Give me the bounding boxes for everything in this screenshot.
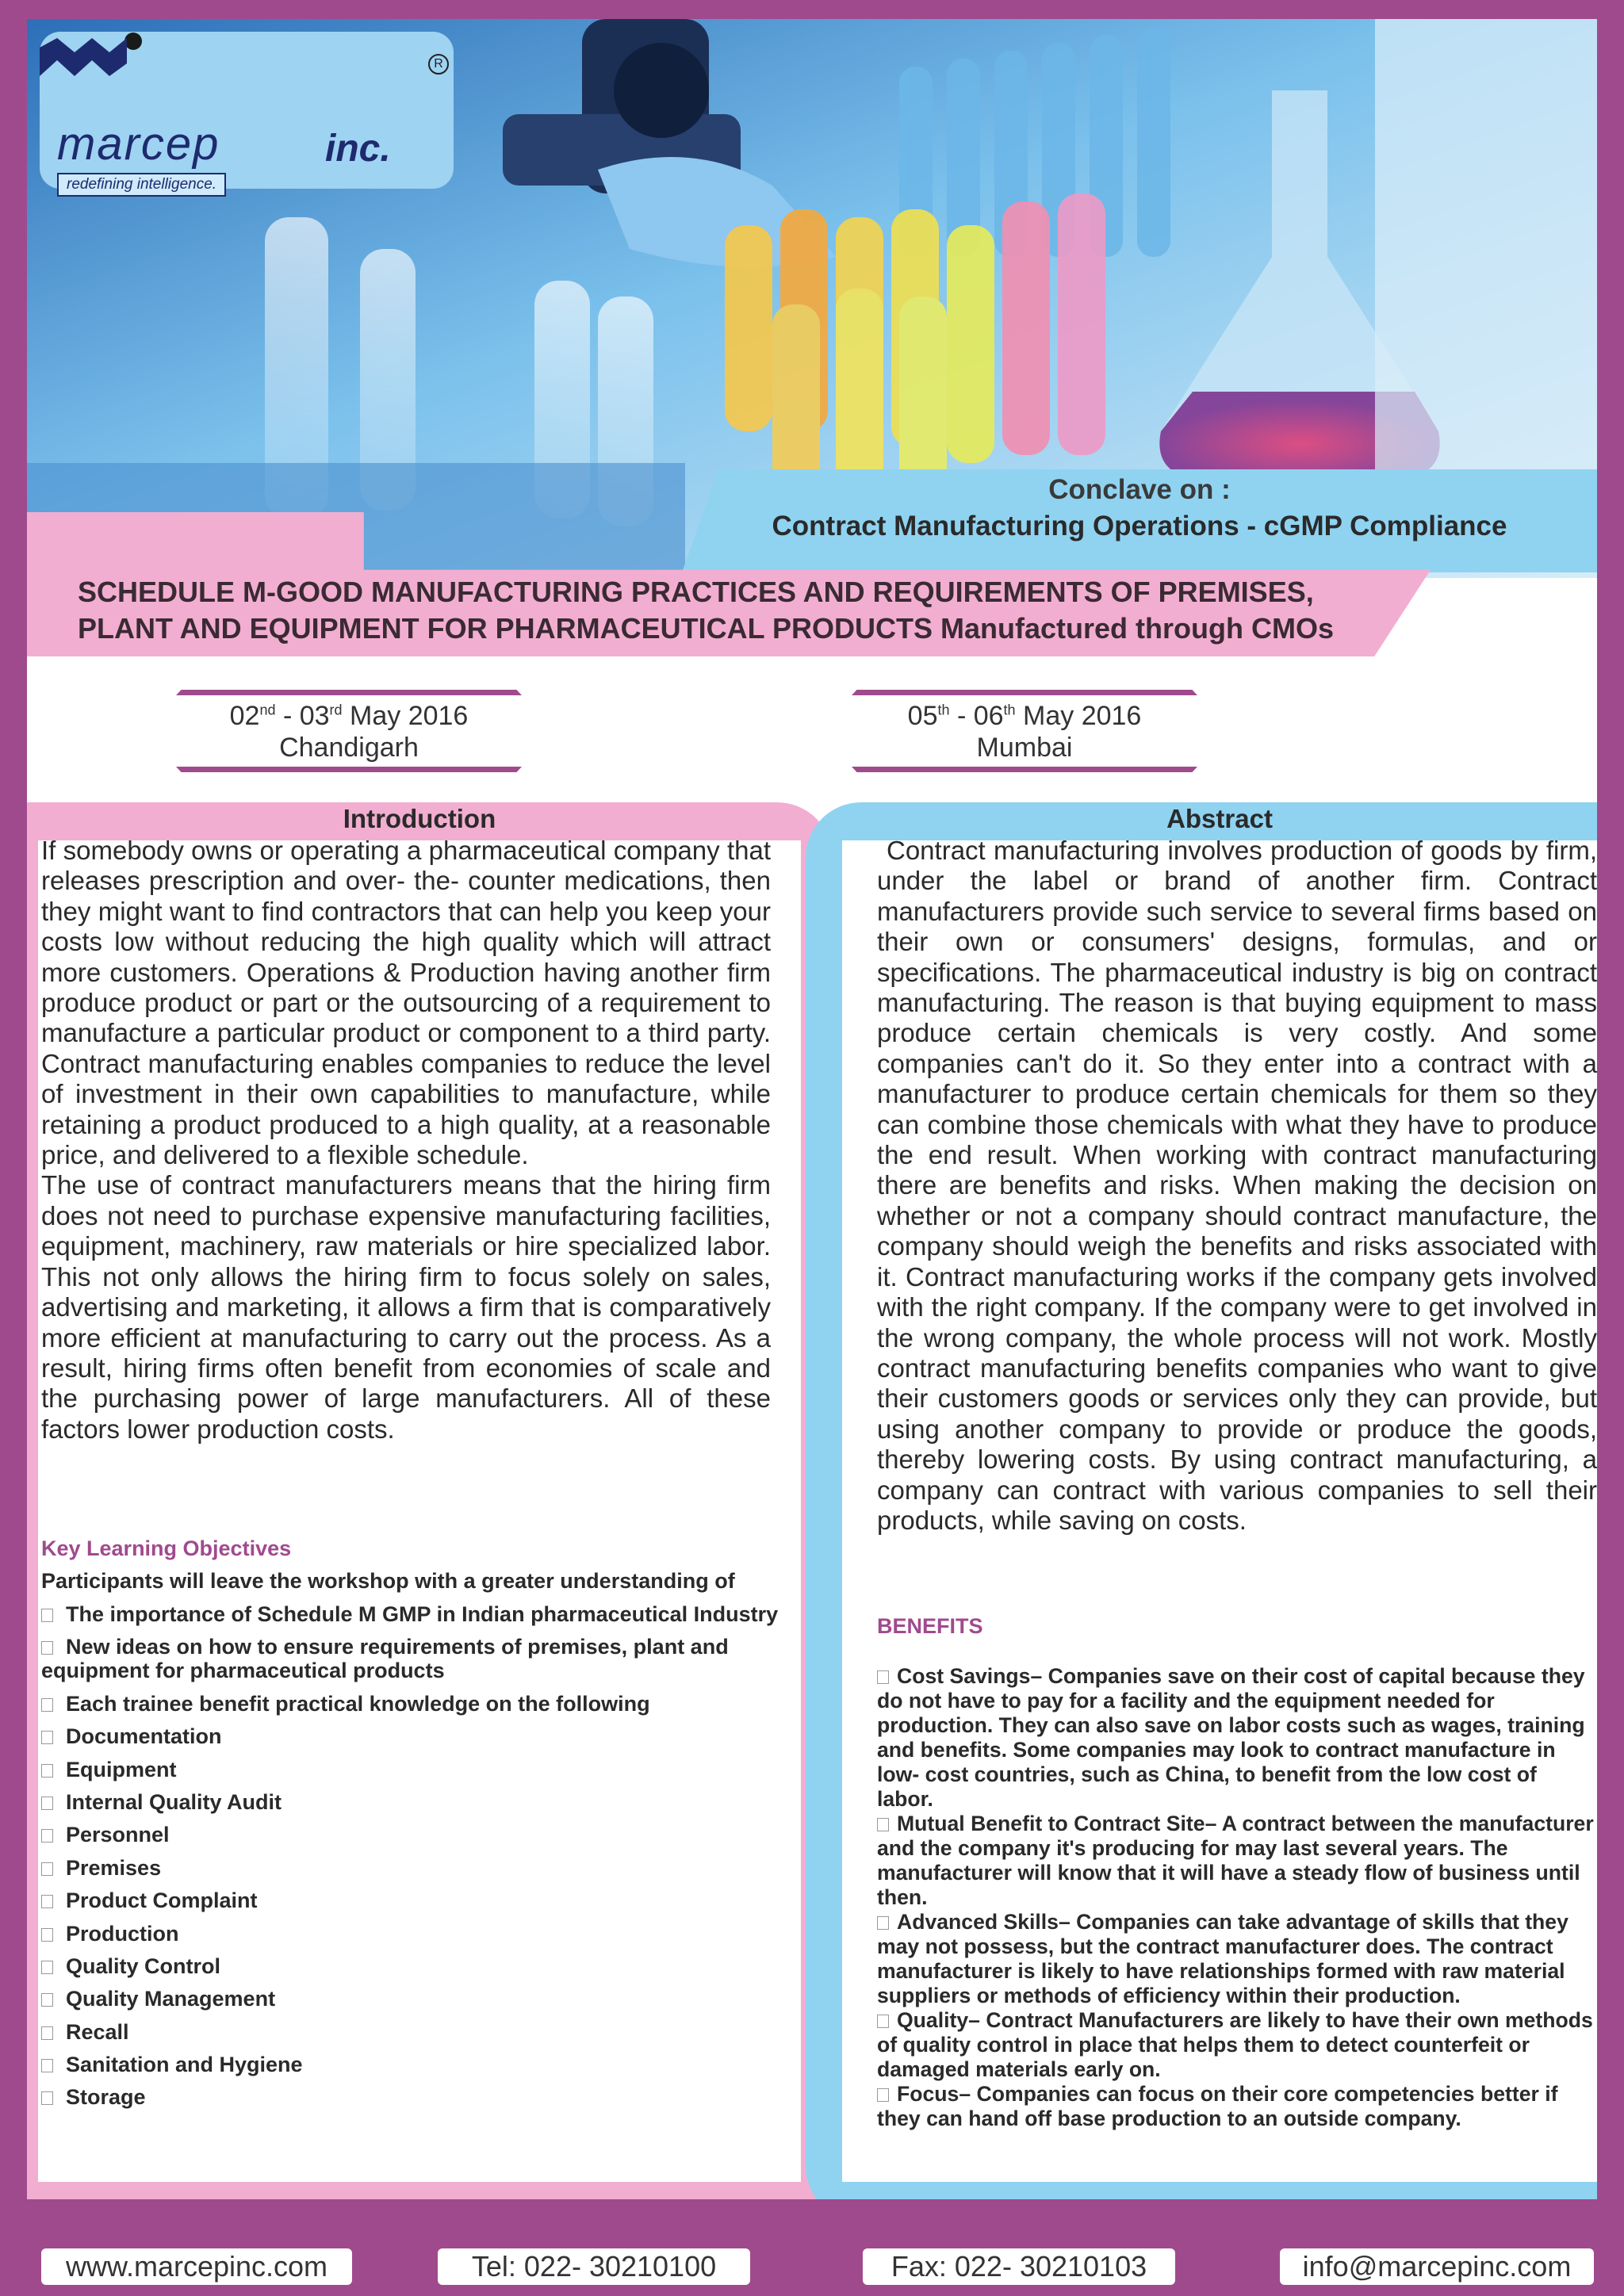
list-item: Each trainee benefit practical knowledge on the following	[41, 1692, 779, 1716]
email-link[interactable]: info@marcepinc.com	[1280, 2248, 1594, 2285]
introduction-paragraph-1: If somebody owns or operating a pharmaceutical company that releases prescription and over- the- counter medications, then they might want to find contractors that can help you keep your costs low without reducing the high quality which will attract more customers. Operations & Production having another firm produce product or part or the outsourcing of a requirement to manufacture a particular product or component to a third party. Contract manufacturing enables companies to reduce the level of investment in their own capabilities to manufacture, while retaining a product produced to a high quality, at a reasonable price, and delivered to a flexible schedule.	[41, 836, 771, 1170]
list-item: Recall	[41, 2020, 779, 2044]
list-item: New ideas on how to ensure requirements of premises, plant and equipment for pharmaceutical products	[41, 1635, 729, 1683]
event-dates: 05th - 06th May 2016	[907, 701, 1142, 731]
checkbox-icon	[41, 1731, 53, 1744]
checkbox-icon	[877, 1670, 889, 1684]
objectives-lead: Participants will leave the workshop with a greater understanding of	[41, 1569, 735, 1593]
registered-mark: R	[428, 54, 449, 75]
conclave-title: Contract Manufacturing Operations - cGMP Compliance	[772, 511, 1507, 541]
schedule-heading	[78, 574, 1426, 647]
list-item: The importance of Schedule M GMP in Indian pharmaceutical Industry	[41, 1602, 779, 1626]
schedule-line-2: PLANT AND EQUIPMENT FOR PHARMACEUTICAL PRODUCTS Manufactured through CMOs	[78, 612, 1334, 645]
telephone[interactable]: Tel: 022- 30210100	[438, 2248, 750, 2285]
list-item: Focus– Companies can focus on their core competencies better if they can hand off base production to an outside company.	[877, 2082, 1558, 2130]
checkbox-icon	[877, 1818, 889, 1831]
date-rule-top	[176, 690, 522, 695]
list-item: Cost Savings– Companies save on their cost of capital because they do not have to pay for a facility and the equipment needed for production. They can also save on labor costs such as wages, training and benefits. Some companies may look to contract manufacture in low- cost countries, such as China, to benefit from the low cost of labor.	[877, 1664, 1585, 1811]
schedule-line-1: SCHEDULE M-GOOD MANUFACTURING PRACTICES AND REQUIREMENTS OF PREMISES,	[78, 576, 1314, 608]
checkbox-icon	[41, 2091, 53, 2105]
list-item: Documentation	[41, 1724, 779, 1748]
date-rule-bottom	[852, 767, 1197, 772]
checkbox-icon	[41, 2059, 53, 2072]
checkbox-icon	[41, 1895, 53, 1908]
introduction-body	[41, 836, 771, 1445]
logo-text: marcep	[57, 118, 220, 170]
list-item: Personnel	[41, 1823, 779, 1846]
checkbox-icon	[41, 1993, 53, 2007]
objectives-list	[41, 1602, 779, 2118]
checkbox-icon	[41, 1829, 53, 1843]
date-rule-top	[852, 690, 1197, 695]
checkbox-icon	[41, 1764, 53, 1777]
list-item: Advanced Skills– Companies can take advantage of skills that they may not possess, but the contract manufacturer does. The contract manufacturer is likely to have relationships formed with raw material suppliers or methods of efficiency within their production.	[877, 1910, 1568, 2007]
list-item: Quality Control	[41, 1954, 779, 1978]
objectives-title: Key Learning Objectives	[41, 1536, 292, 1560]
logo-suffix: inc.	[325, 128, 391, 170]
benefits-title: BENEFITS	[877, 1614, 983, 1638]
event-chandigarh	[176, 690, 522, 772]
event-city: Mumbai	[976, 733, 1073, 763]
abstract-heading: Abstract	[1166, 804, 1273, 833]
event-dates: 02nd - 03rd May 2016	[229, 701, 469, 731]
list-item: Production	[41, 1922, 779, 1946]
checkbox-icon	[877, 2088, 889, 2102]
checkbox-icon	[41, 1961, 53, 1974]
checkbox-icon	[41, 1641, 53, 1655]
fax: Fax: 022- 30210103	[863, 2248, 1175, 2285]
abstract-body: Contract manufacturing involves production of goods by firm, under the label or brand of another firm. Contract manufacturers provide such service to several firms based on their own or consumers' designs, formulas, and or specifications. The pharmaceutical industry is big on contract manufacturing. The reason is that buying equipment to mass produce certain chemicals is very costly. And some companies can't do it. So they enter into a contract with a manufacturer to produce certain chemicals for them so they can combine those chemicals with what they have to produce the end result. When working with contract manufacturing there are benefits and risks. When making the decision on whether or not a company should contract manufacture, the company should weigh the benefits and risks associated with it. Contract manufacturing works if the company gets involved with the right company. If the company were to get involved in the wrong company, the whole process will not work. Mostly contract manufacturing benefits companies who want to give their customers goods or services only they can provide, but using another company to provide or produce the goods, thereby lowering costs. By using contract manufacturing, a company can contract with various companies to sell their products, while saving on costs.	[877, 836, 1597, 1535]
list-item: Quality Management	[41, 1987, 779, 2011]
event-city: Chandigarh	[279, 733, 419, 763]
introduction-paragraph-2: The use of contract manufacturers means that the hiring firm does not need to purchase expensive manufacturing facilities, equipment, machinery, raw materials or hire specialized labor. This not only allows the hiring firm to focus solely on sales, advertising and marketing, it allows a firm that is comparatively more efficient at manufacturing to carry out the process. As a result, hiring firms often benefit from economies of scale and the purchasing power of large manufacturers. All of these factors lower production costs.	[41, 1170, 771, 1444]
list-item: Storage	[41, 2085, 779, 2109]
brochure-page	[27, 19, 1597, 2199]
checkbox-icon	[41, 1609, 53, 1622]
company-logo[interactable]	[40, 32, 454, 193]
logo-tagline: redefining intelligence.	[57, 173, 226, 197]
list-item: Equipment	[41, 1758, 779, 1781]
logo-mark-icon	[40, 32, 143, 89]
checkbox-icon	[41, 1862, 53, 1876]
list-item: Sanitation and Hygiene	[41, 2053, 779, 2076]
list-item: Internal Quality Audit	[41, 1790, 779, 1814]
list-item: Premises	[41, 1856, 779, 1880]
benefits-list	[877, 1664, 1597, 2131]
checkbox-icon	[41, 1928, 53, 1942]
checkbox-icon	[877, 2015, 889, 2028]
list-item: Quality– Contract Manufacturers are likely to have their own methods of quality control in place that helps them to detect counterfeit or damaged materials early on.	[877, 2008, 1593, 2081]
checkbox-icon	[877, 1916, 889, 1930]
list-item: Mutual Benefit to Contract Site– A contract between the manufacturer and the company it's producing for may last several years. The manufacturer will know that it will have a steady flow of business until then.	[877, 1812, 1594, 1909]
checkbox-icon	[41, 1698, 53, 1712]
event-mumbai	[852, 690, 1197, 772]
conclave-label: Conclave on :	[1048, 474, 1231, 505]
introduction-heading: Introduction	[343, 804, 496, 833]
list-item: Product Complaint	[41, 1888, 779, 1912]
date-rule-bottom	[176, 767, 522, 772]
checkbox-icon	[41, 1797, 53, 1810]
website-link[interactable]: www.marcepinc.com	[41, 2248, 352, 2285]
checkbox-icon	[41, 2026, 53, 2040]
